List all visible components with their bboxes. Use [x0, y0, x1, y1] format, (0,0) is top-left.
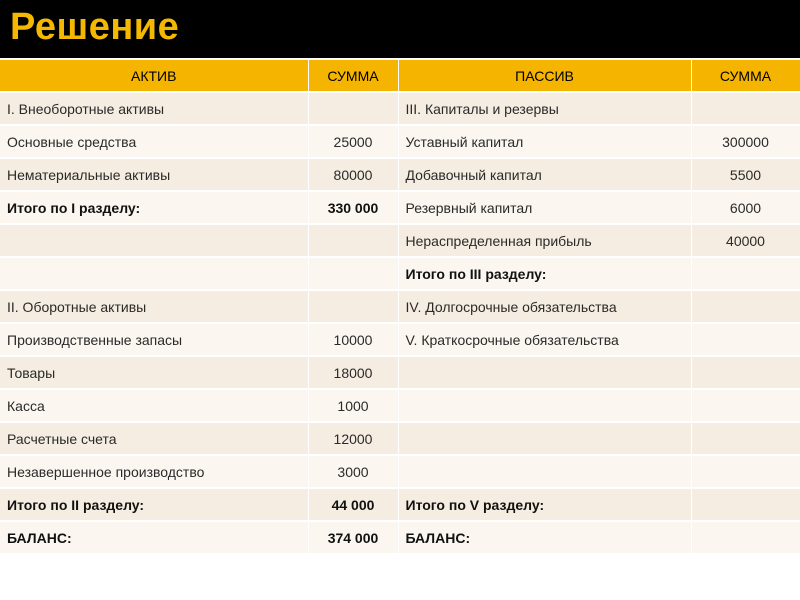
table-row: [0, 191, 800, 224]
liability-cell: [398, 389, 691, 422]
asset-cell: [0, 224, 308, 257]
liability-cell: [398, 356, 691, 389]
table-row: [0, 488, 800, 521]
liability-sum-cell: [691, 389, 800, 422]
liability-sum-cell: 6000: [691, 191, 800, 224]
liability-sum-cell: [691, 521, 800, 553]
asset-cell: Производственные запасы: [0, 323, 308, 356]
liability-cell: Добавочный капитал: [398, 158, 691, 191]
liability-cell: III. Капиталы и резервы: [398, 92, 691, 125]
liability-sum-cell: 5500: [691, 158, 800, 191]
liability-cell: Нераспределенная прибыль: [398, 224, 691, 257]
asset-sum-cell: 12000: [308, 422, 398, 455]
asset-cell: БАЛАНС:: [0, 521, 308, 553]
asset-sum-cell: [308, 224, 398, 257]
liability-cell: IV. Долгосрочные обязательства: [398, 290, 691, 323]
asset-sum-cell: 18000: [308, 356, 398, 389]
liability-cell: [398, 422, 691, 455]
asset-cell: Товары: [0, 356, 308, 389]
asset-sum-cell: 374 000: [308, 521, 398, 553]
liability-cell: Итого по III разделу:: [398, 257, 691, 290]
liability-sum-cell: [691, 488, 800, 521]
asset-sum-cell: 80000: [308, 158, 398, 191]
table-row: [0, 422, 800, 455]
liability-sum-cell: [691, 455, 800, 488]
asset-cell: Нематериальные активы: [0, 158, 308, 191]
header-liability-sum: СУММА: [691, 60, 800, 92]
asset-sum-cell: [308, 290, 398, 323]
table-row: [0, 323, 800, 356]
table-row: [0, 290, 800, 323]
title-bar: [0, 0, 800, 58]
asset-sum-cell: [308, 257, 398, 290]
asset-sum-cell: 44 000: [308, 488, 398, 521]
liability-sum-cell: [691, 92, 800, 125]
asset-cell: Незавершенное производство: [0, 455, 308, 488]
liability-cell: Резервный капитал: [398, 191, 691, 224]
table-row: [0, 224, 800, 257]
asset-sum-cell: [308, 92, 398, 125]
balance-table: [0, 60, 800, 553]
asset-sum-cell: 3000: [308, 455, 398, 488]
asset-cell: Итого по I разделу:: [0, 191, 308, 224]
header-asset-sum: СУММА: [308, 60, 398, 92]
liability-cell: Итого по V разделу:: [398, 488, 691, 521]
asset-cell: [0, 257, 308, 290]
asset-cell: Касса: [0, 389, 308, 422]
table-row: [0, 92, 800, 125]
liability-cell: Уставный капитал: [398, 125, 691, 158]
table-row: [0, 356, 800, 389]
header-liability: ПАССИВ: [398, 60, 691, 92]
liability-sum-cell: [691, 422, 800, 455]
header-asset: АКТИВ: [0, 60, 308, 92]
asset-sum-cell: 25000: [308, 125, 398, 158]
asset-cell: I. Внеоборотные активы: [0, 92, 308, 125]
table-row: [0, 257, 800, 290]
asset-cell: Расчетные счета: [0, 422, 308, 455]
liability-sum-cell: [691, 257, 800, 290]
asset-cell: Основные средства: [0, 125, 308, 158]
table-row: [0, 521, 800, 553]
asset-sum-cell: 10000: [308, 323, 398, 356]
table-row: [0, 158, 800, 191]
asset-sum-cell: 330 000: [308, 191, 398, 224]
liability-sum-cell: 300000: [691, 125, 800, 158]
liability-sum-cell: [691, 323, 800, 356]
slide-title: Решение: [10, 6, 180, 48]
asset-cell: II. Оборотные активы: [0, 290, 308, 323]
table-row: [0, 389, 800, 422]
table-header-row: [0, 60, 800, 92]
liability-sum-cell: [691, 290, 800, 323]
liability-cell: БАЛАНС:: [398, 521, 691, 553]
liability-sum-cell: [691, 356, 800, 389]
asset-sum-cell: 1000: [308, 389, 398, 422]
table-row: [0, 125, 800, 158]
liability-cell: V. Краткосрочные обязательства: [398, 323, 691, 356]
asset-cell: Итого по II разделу:: [0, 488, 308, 521]
liability-sum-cell: 40000: [691, 224, 800, 257]
liability-cell: [398, 455, 691, 488]
table-row: [0, 455, 800, 488]
